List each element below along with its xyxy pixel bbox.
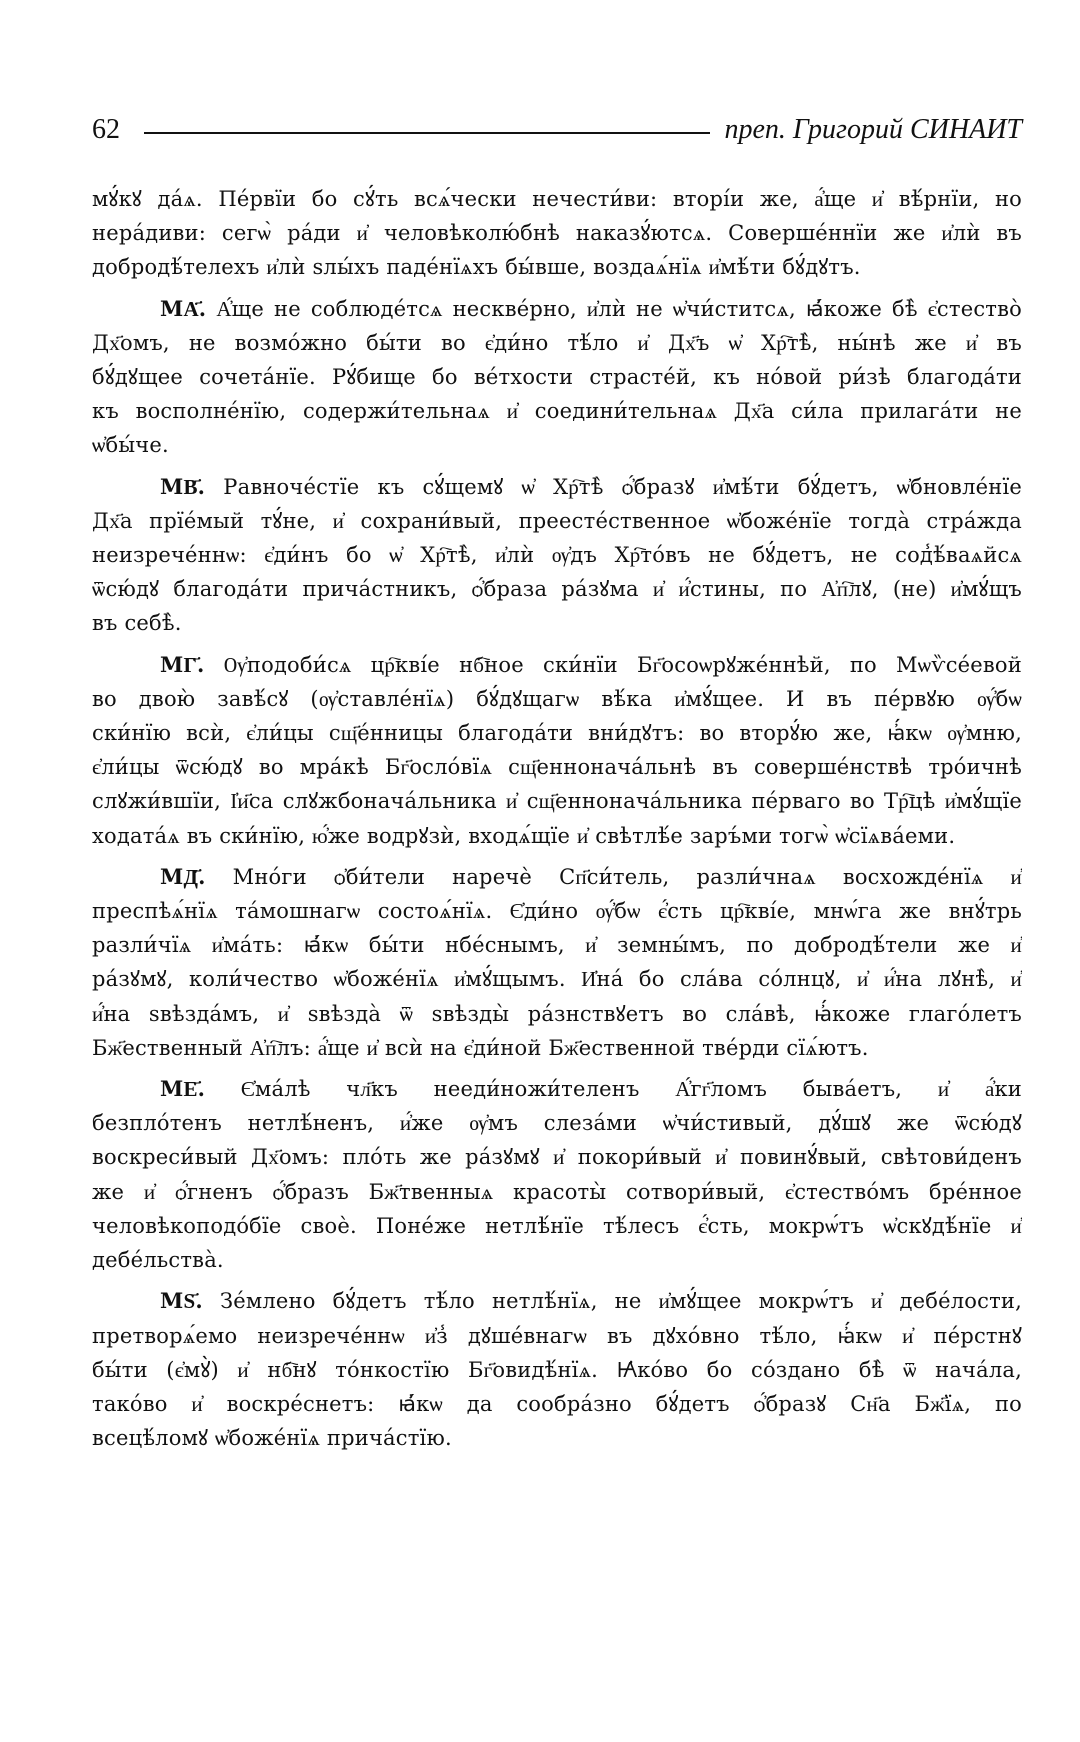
text-line bbox=[92, 819, 1022, 853]
line-text: къ восполне́нїю, содержи́тельнаѧ и҆ соедини́тельнаѧ Дх҃а си́ла прилага́ти не bbox=[92, 399, 1022, 424]
line-text: же и҆ ѻ҆́гненъ ѻ҆́бразъ Бж҃твенныѧ красоты̀ сотвори́вый, є҆стество́мъ бре́нное bbox=[92, 1179, 1022, 1204]
text-line bbox=[92, 606, 1022, 640]
text-line bbox=[92, 394, 1022, 428]
text-line bbox=[92, 1175, 1022, 1209]
line-text: воскреси́вый Дх҃омъ: пло́ть же ра́зꙋмꙋ и҆ покори́вый и҆ повинꙋ́вый, свѣтови́денъ bbox=[92, 1145, 1022, 1170]
text-line bbox=[92, 648, 1022, 682]
text-line bbox=[92, 1209, 1022, 1243]
line-text: человѣкоподо́бїе своѐ. Поне́же нетлѣ́нїе тѣ́лесъ є҆́сть, мокрѡ́тъ ѡ҆скꙋдѣ́нїе и҆ bbox=[92, 1213, 1022, 1238]
text-line bbox=[92, 716, 1022, 750]
text-line bbox=[92, 1106, 1022, 1140]
header-rule bbox=[144, 132, 710, 134]
line-text: Дх҃а прїе́мый тꙋ́не, и҆ сохрани́вый, преесте́ственное ѡ҆боже́нїе тогда̀ стра́жда bbox=[92, 508, 1022, 533]
line-text: Ѹ҆подоби́сѧ цр҇кві́е нб҇ное ски́нїи Бг҃осоѡрꙋже́ннѣй, по Мѡѷсе́евой bbox=[223, 652, 1022, 677]
text-line bbox=[92, 250, 1022, 284]
text-line bbox=[92, 470, 1022, 504]
text-line bbox=[92, 182, 1022, 216]
section-number: МЕ҃. bbox=[160, 1076, 206, 1102]
line-text: ѡ҆бы́че. bbox=[92, 433, 169, 458]
line-text: претворѧ́емо неизрече́ннѡ и҆з̾ дꙋше́внагѡ въ дꙋхо́вно тѣ́ло, ꙗ҆́кѡ и҆ пе́рстнꙋ bbox=[92, 1323, 1022, 1348]
text-line bbox=[92, 292, 1022, 326]
line-text: и҆́на ѕвѣзда́мъ, и҆ ѕвѣзда̀ ѿ ѕвѣзды̀ ра́знствꙋетъ во сла́вѣ, ꙗ҆́коже глаго́летъ bbox=[92, 1001, 1022, 1026]
text-line bbox=[92, 784, 1022, 818]
line-text: безпло́тенъ нетлѣ́ненъ, и҆́же ѹ҆мъ слеза́ми ѡ҆чи́стивый, дꙋ́шꙋ же ѿсю́дꙋ bbox=[92, 1111, 1022, 1136]
paragraph bbox=[92, 470, 1022, 641]
line-text: Дх҃омъ, не возмо́жно бы́ти во є҆ди́но тѣ́ло и҆ Дх҃ъ ѡ҆ Хр҇тѣ̀, ны́нѣ же и҆ въ bbox=[92, 330, 1022, 355]
line-text: всецѣ́ломꙋ ѡ҆боже́нїѧ прича́стїю. bbox=[92, 1426, 452, 1451]
line-text: дебе́льства̀. bbox=[92, 1248, 224, 1273]
line-text: въ себѣ̀. bbox=[92, 611, 182, 636]
line-text: тако́во и҆ воскре́снетъ: ꙗ҆́кѡ да сообра́зно бꙋ́детъ ѻ҆́бразꙋ Сн҃а Бж҃їѧ, по bbox=[92, 1391, 1022, 1416]
section-number: МД҃. bbox=[160, 863, 206, 889]
text-line bbox=[92, 928, 1022, 962]
text-line bbox=[92, 894, 1022, 928]
text-line bbox=[92, 326, 1022, 360]
line-text: ски́нїю всѝ, є҆ли́цы сщ҃е́нницы благода́ти вни́дꙋтъ: во вторꙋ́ю же, ꙗ҆́кѡ ѹ҆мню, bbox=[92, 721, 1022, 746]
line-text: бы́ти (є҆мꙋ̀) и҆ нб҇нꙋ то́нкостїю Бг҃овидѣ́нїѧ. Ꙗ҆ко́во бо со́здано бѣ̀ ѿ нача́ла, bbox=[92, 1357, 1022, 1382]
text-line bbox=[92, 750, 1022, 784]
running-header bbox=[92, 110, 1022, 150]
line-text: слꙋжи́вшїи, І҆и҃са слꙋжбонача́льника и҆ сщ҃еннонача́льника пе́рваго во Тр҇цѣ и҆мꙋ́щїе bbox=[92, 789, 1022, 814]
line-text: Мно́ги ѻ҆би́тели наречѐ Сп҃си́тель, разли́чнаѧ восхожде́нїѧ и҆ bbox=[232, 864, 1022, 889]
text-line bbox=[92, 1319, 1022, 1353]
text-line bbox=[92, 997, 1022, 1031]
text-line bbox=[92, 428, 1022, 462]
page-number: 62 bbox=[92, 114, 120, 145]
text-line bbox=[92, 1140, 1022, 1174]
section-number: МВ҃. bbox=[160, 473, 206, 499]
paragraph bbox=[92, 1072, 1022, 1277]
line-text: добродѣ́телехъ и҆лѝ ѕлы́хъ паде́нїѧхъ бы́вше, воздаѧ́нїѧ и҆мѣ́ти бꙋ́дꙋтъ. bbox=[92, 255, 861, 280]
line-text: ходата́ѧ въ ски́нїю, ю҆́же водрꙋзѝ, входѧ́щїе и҆ свѣтлѣ́е заръ́ми тогѡ̀ ѡ҆сїѧва́еми. bbox=[92, 823, 956, 848]
line-text: А҆́ще не соблюде́тсѧ нескве́рно, и҆лѝ не ѡ҆чи́ститсѧ, ꙗ҆́коже бѣ̀ є҆стество̀ bbox=[216, 296, 1022, 321]
line-text: преспѣѧ́нїѧ та́мошнагѡ состоѧ́нїѧ. Є҆ди́но ѹ҆́бѡ є҆́сть цр҇кві́е, мнѡ́га же внꙋ́трь bbox=[92, 899, 1022, 924]
line-text: бꙋ́дꙋщее сочета́нїе. Рꙋ́бище бо ве́тхости страсте́й, къ но́вой ри́зѣ благода́ти bbox=[92, 365, 1022, 390]
text-line bbox=[92, 216, 1022, 250]
section-number: МА҃. bbox=[160, 295, 207, 321]
text-line bbox=[92, 1284, 1022, 1318]
body-text bbox=[92, 182, 1022, 1462]
line-text: Є҆ма́лѣ чл҃къ нееди́ножи́теленъ А҆́гг҃ломъ быва́етъ, и҆ а҆́ки bbox=[240, 1077, 1022, 1102]
line-text: мꙋ́кꙋ да́ѧ. Пе́рвїи бо сꙋ́ть всѧ́чески нечести́ви: вторі́и же, а҆́ще и҆ вѣ́рнїи, но bbox=[92, 187, 1022, 211]
section-number: МГ҃. bbox=[160, 651, 205, 677]
text-line bbox=[92, 1243, 1022, 1277]
line-text: ра́зꙋмꙋ, коли́чество ѡ҆боже́нїѧ и҆мꙋ́щымъ. И҆на́ бо сла́ва со́лнцꙋ, и҆ и҆́на лꙋнѣ̀, и҆ bbox=[92, 967, 1022, 992]
line-text: є҆ли́цы ѿсю́дꙋ во мра́кѣ Бг҃осло́вїѧ сщ҃еннонача́льнѣ въ соверше́нствѣ тро́ичнѣ bbox=[92, 755, 1022, 780]
text-line bbox=[92, 572, 1022, 606]
text-line bbox=[92, 1387, 1022, 1421]
text-line bbox=[92, 682, 1022, 716]
paragraph bbox=[92, 648, 1022, 853]
running-title: преп. Григорий СИНАИТ bbox=[724, 114, 1022, 145]
paragraph bbox=[92, 860, 1022, 1065]
paragraph bbox=[92, 1284, 1022, 1455]
text-line bbox=[92, 860, 1022, 894]
text-line bbox=[92, 504, 1022, 538]
section-number: МЅ҃. bbox=[160, 1288, 203, 1314]
text-line bbox=[92, 1421, 1022, 1455]
line-text: Зе́млено бꙋ́детъ тѣ́ло нетлѣ́нїѧ, не и҆мꙋ́щее мокрѡ́тъ и҆ дебе́лости, bbox=[219, 1289, 1022, 1314]
text-line bbox=[92, 1072, 1022, 1106]
line-text: ѿсю́дꙋ благода́ти прича́стникъ, ѻ҆́браза ра́зꙋма и҆ и҆́стины, по А҆п҇лꙋ, (не) и҆мꙋ́щъ bbox=[92, 577, 1022, 602]
line-text: неизрече́ннѡ: є҆ди́нъ бо ѡ҆ Хр҇тѣ̀, и҆лѝ ѹ҆дъ Хр҇то́въ не бꙋ́детъ, не сод̾ѣ́ваѧйсѧ bbox=[92, 543, 1022, 568]
text-line bbox=[92, 1031, 1022, 1065]
text-line bbox=[92, 360, 1022, 394]
text-line bbox=[92, 1353, 1022, 1387]
line-text: Равноче́стїе къ сꙋ́щемꙋ ѡ҆ Хр҇тѣ̀ ѻ҆́бразꙋ и҆мѣ́ти бꙋ́детъ, ѡ҆бновле́нїе bbox=[223, 474, 1022, 499]
text-line bbox=[92, 538, 1022, 572]
line-text: Бж҃ественный А҆п҇лъ: а҆́ще и҆ всѝ на є҆ди́ной Бж҃ественной тве́рди сїѧ́ютъ. bbox=[92, 1035, 869, 1060]
paragraph bbox=[92, 182, 1022, 285]
text-line bbox=[92, 962, 1022, 996]
line-text: нера́диви: сегѡ̀ ра́ди и҆ человѣколю́бнѣ наказꙋ́ютсѧ. Соверше́ннїи же и҆лѝ въ bbox=[92, 221, 1022, 246]
line-text: разли́чїѧ и҆ма́ть: ꙗ҆́кѡ бы́ти нбе́снымъ, и҆ земны́мъ, по добродѣ́тели же и҆ bbox=[92, 933, 1022, 958]
paragraph bbox=[92, 292, 1022, 463]
line-text: во двою̀ завѣ́сꙋ (ѹ҆ставле́нїѧ) бꙋ́дꙋщагѡ вѣ́ка и҆мꙋ́щее. И въ пе́рвꙋю ѹ҆́бѡ bbox=[92, 686, 1022, 711]
